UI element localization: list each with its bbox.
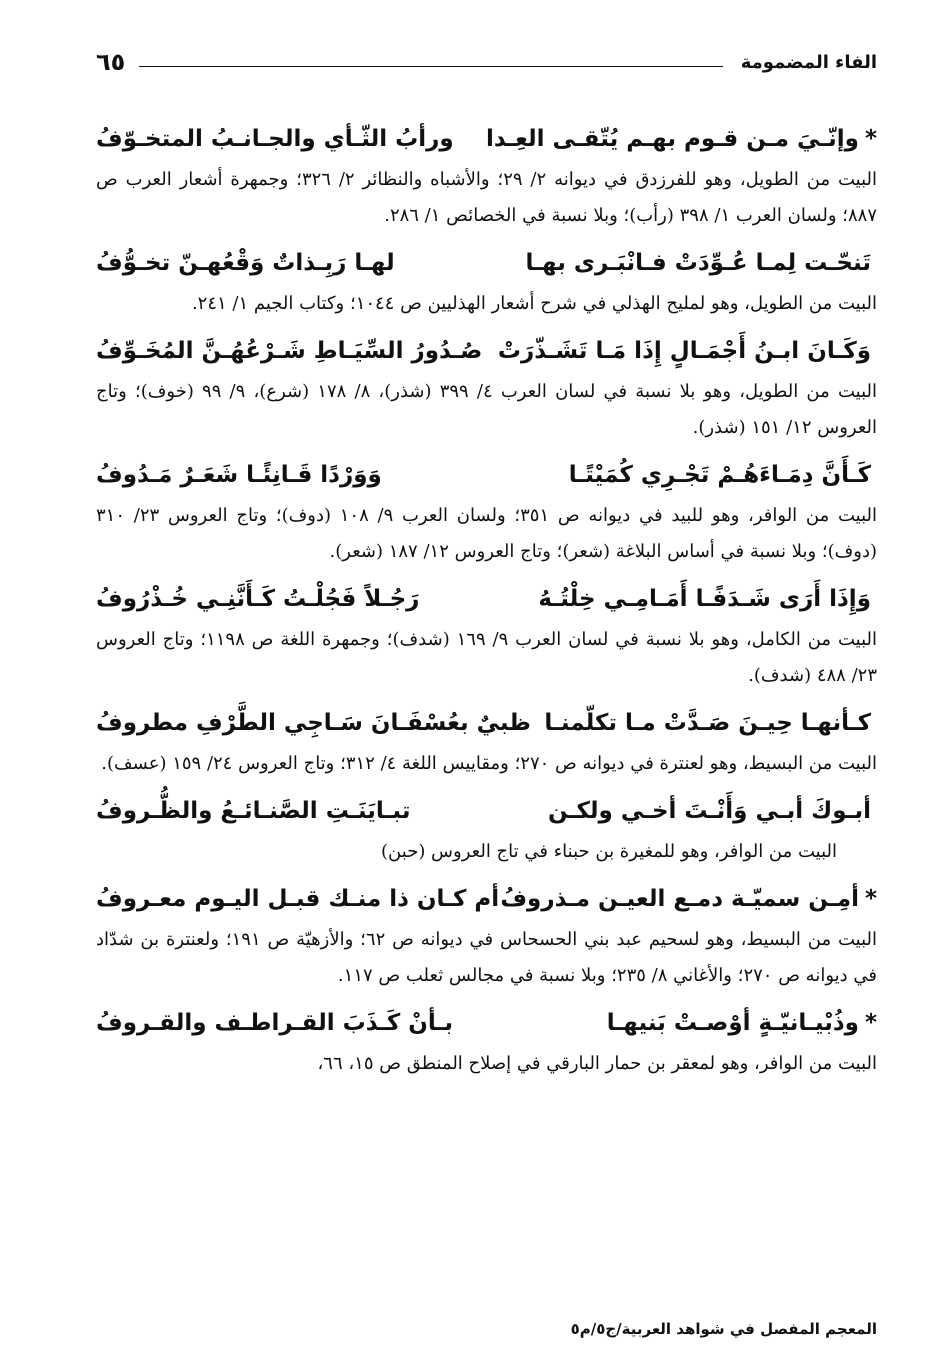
second-hemistich: بـأنْ كَـذَبَ القـراطـف والقـروفُ [96, 1010, 454, 1036]
verse-entry [96, 328, 877, 446]
verse-entry [96, 576, 877, 694]
verse-line [96, 328, 877, 374]
first-hemistich: تَنحّـت لِمـا عُـوِّدَتْ فـانْبَـرى بهـا [525, 250, 871, 276]
citation-note: البيت من البسيط، وهو لسحيم عبد بني الحسحاس في ديوانه ص ٦٢؛ والأزهيّة ص ١٩١؛ ولعنترة بن شدّاد في ديوانه ص ٢٧٠؛ والأغاني ٨/ ٢٣٥؛ وبلا نسبة في مجالس ثعلب ص ١١٧. [96, 929, 877, 986]
second-hemistich: صُـدُورُ السِّيَـاطِ شَـرْعُهُـنَّ المُخَـوِّفُ [96, 338, 483, 364]
citation-note: البيت من الطويل، وهو لمليح الهذلي في شرح أشعار الهذليين ص ١٠٤٤؛ وكتاب الجيم ١/ ٢٤١. [191, 293, 877, 314]
second-hemistich: أم كـان ذا منـك قبـل اليـوم معـروفُ [96, 886, 500, 912]
verse-entry [96, 116, 877, 234]
star-marker: * [864, 1010, 877, 1036]
citation-note: البيت من الطويل، وهو بلا نسبة في لسان العرب ٤/ ٣٩٩ (شذر)، ٨/ ١٧٨ (شرع)، ٩/ ٩٩ (خوف)؛ وتاج العروس ١٢/ ١٥١ (شذر). [96, 381, 877, 438]
first-hemistich: وَإِذَا أَرَى شَـدَفًـا أَمَـامِـي خِلْتُـهُ [538, 586, 871, 612]
verse-line [96, 452, 877, 498]
verse-line [96, 576, 877, 622]
second-hemistich: وَوَرْدًا قَـانِئًـا شَعَـرٌ مَـدُوفُ [96, 462, 382, 488]
star-marker: * [864, 886, 877, 912]
citation-note: البيت من الوافر، وهو للمغيرة بن حبناء في تاج العروس (حبن) [381, 841, 837, 862]
second-hemistich: ظبيٌ بعُسْفَـانَ سَـاجِي الطَّرْفِ مطروفُ [96, 710, 531, 736]
citation-note: البيت من الوافر، وهو لمعقر بن حمار البارقي في إصلاح المنطق ص ١٥، ٦٦، [317, 1053, 877, 1074]
verse-entry [96, 1000, 877, 1082]
first-hemistich: وَكَـانَ ابـنُ أَجْمَـالٍ إِذَا مَـا تَشَـذّرَتْ [497, 338, 871, 364]
verse-entry [96, 876, 877, 994]
star-marker: * [864, 126, 877, 152]
citation-note: البيت من الطويل، وهو للفرزدق في ديوانه ٢/ ٢٩؛ والأشباه والنظائر ٢/ ٣٢٦؛ وجمهرة أشعار العرب ص ٨٨٧؛ ولسان العرب ١/ ٣٩٨ (رأب)؛ وبلا نسبة في الخصائص ١/ ٢٨٦. [96, 169, 878, 226]
page-header [96, 44, 877, 80]
verse-line [96, 240, 877, 286]
verse-entry [96, 788, 877, 870]
verse-line [96, 700, 877, 746]
header-rule [139, 66, 722, 67]
page-footer: المعجم المفصل في شواهد العربية/ج٥/م٥ [570, 1320, 877, 1338]
first-hemistich: وذُبْيـانيّـةٍ أوْصـتْ بَنيهـا [606, 1010, 859, 1036]
second-hemistich: رَجُـلاً فَجُلْـتُ كَـأَنَّنِـي خُـذْرُوفُ [96, 586, 420, 612]
running-title: الفاء المضمومة [740, 51, 877, 73]
citation-note: البيت من الوافر، وهو للبيد في ديوانه ص ٣٥١؛ ولسان العرب ٩/ ١٠٨ (دوف)؛ وتاج العروس ٢٣/ ٣١٠ (دوف)؛ وبلا نسبة في أساس البلاغة (شعر)؛ وتاج العروس ١٢/ ١٨٧ (شعر). [96, 505, 877, 562]
first-hemistich: أبـوكَ أبـي وَأَنْـتَ أخـي ولكـن [547, 798, 871, 824]
second-hemistich: لهـا رَبِـذاتٌ وَقْعُهـنّ تخـوُّفُ [96, 250, 395, 276]
second-hemistich: تبـايَنَـتِ الصَّنـائـعُ والظُّـروفُ [96, 798, 411, 824]
first-hemistich: أمِـن سميّـة دمـع العيـن مـذروفُ [500, 886, 859, 912]
verse-line [96, 876, 877, 922]
verse-line [96, 116, 877, 162]
first-hemistich: كـأنهـا حِيـنَ صَـدَّتْ مـا تكلّمنـا [544, 710, 871, 736]
second-hemistich: ورأبُ الثّـأي والجـانـبُ المتخـوّفُ [96, 126, 454, 152]
citation-note: البيت من الكامل، وهو بلا نسبة في لسان العرب ٩/ ١٦٩ (شدف)؛ وجمهرة اللغة ص ١١٩٨؛ وتاج العروس ٢٣/ ٤٨٨ (شدف). [96, 629, 877, 686]
verse-line [96, 1000, 877, 1046]
verse-entry [96, 452, 877, 570]
verse-line [96, 788, 877, 834]
citation-note: البيت من البسيط، وهو لعنترة في ديوانه ص ٢٧٠؛ ومقاييس اللغة ٤/ ٣١٢؛ وتاج العروس ٢٤/ ١٥٩ (عسف). [101, 753, 877, 774]
verse-entry [96, 240, 877, 322]
page-number: ٦٥ [96, 48, 126, 76]
verse-entry [96, 700, 877, 782]
first-hemistich: كَـأَنَّ دِمَـاءَهُـمْ تَجْـرِي كُمَيْتًـا [568, 462, 871, 488]
first-hemistich: وإنّـيَ مـن قـوم بهـم يُتّقـى العِـدا [486, 126, 859, 152]
